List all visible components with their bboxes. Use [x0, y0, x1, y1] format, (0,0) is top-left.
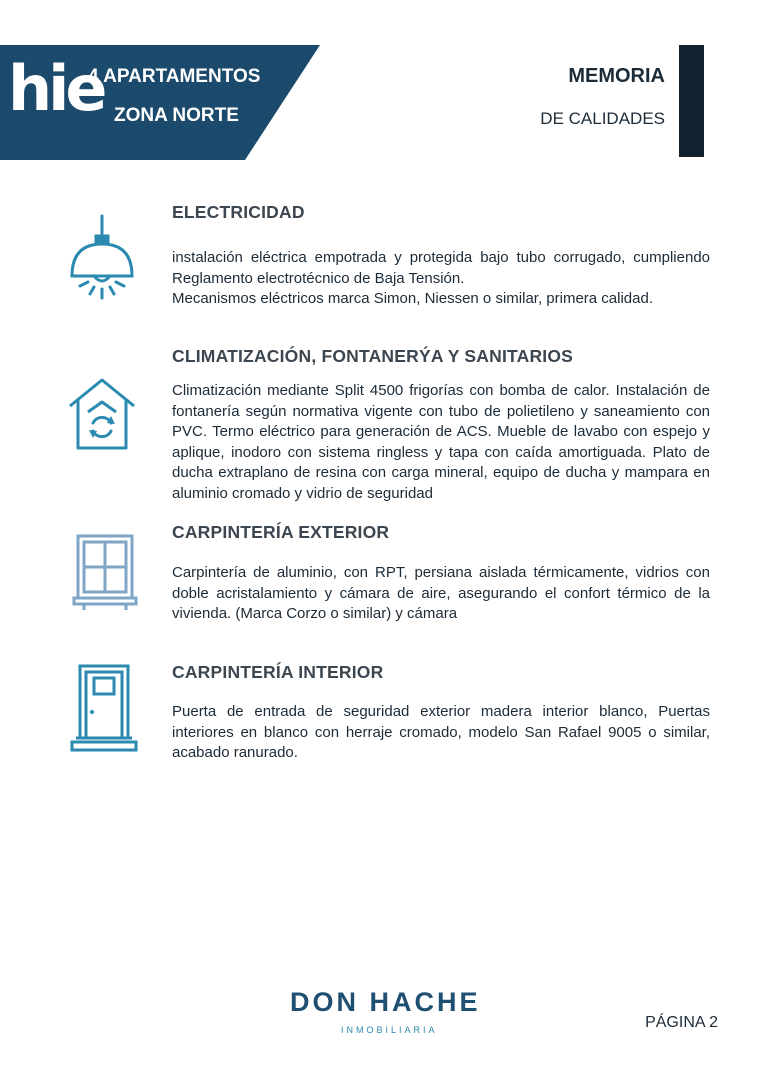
brand-logo-text: DON HACHE: [290, 987, 481, 1017]
house-climate-icon: [64, 372, 140, 468]
paragraph: Climatización mediante Split 4500 frigorías con bomba de calor. Instalación de fontanería según normativa vigente con tubo de polietileno y saneamiento con PVC. Termo eléctrico para generación de ACS. Mueble de lavabo con espejo y aplique, inodoro con sistema ringless y tapa con caída amortiguada. Plato de ducha extraplano de resina con carga mineral, equipo de ducha y mampara en aluminio cromado y vidrio de seguridad: [172, 382, 710, 502]
section-title-carpinteria-exterior: CARPINTERÍA EXTERIOR: [172, 522, 390, 542]
section-body-electricidad: [172, 248, 710, 310]
section-body-climatizacion: [172, 381, 710, 505]
section-body-carpinteria-interior: [172, 702, 710, 764]
document-title: MEMORIA: [568, 65, 665, 87]
document-subtitle: DE CALIDADES: [540, 109, 665, 128]
window-icon: [64, 530, 140, 626]
project-name-line1: 4 APARTAMENTOS: [88, 66, 261, 87]
project-name-line2: ZONA NORTE: [114, 105, 239, 126]
door-icon: [64, 660, 140, 756]
section-title-carpinteria-interior: CARPINTERÍA INTERIOR: [172, 662, 384, 682]
section-body-carpinteria-exterior: [172, 563, 710, 625]
section-title-climatizacion: CLIMATIZACIÓN, FONTANERÝA Y SANITARIOS: [172, 346, 574, 366]
brand-subtitle: INMOBILIARIA: [341, 1025, 438, 1035]
section-title-electricidad: ELECTRICIDAD: [172, 202, 305, 222]
page-number: PÁGINA 2: [645, 1014, 718, 1031]
project-logo: hie: [8, 52, 104, 125]
ceiling-lamp-icon: [64, 212, 140, 308]
paragraph: Carpintería de aluminio, con RPT, persiana aislada térmicamente, vidrios con doble acristalamiento y cámara de aire, asegurando el confort térmico de la vivienda. (Marca Corzo o similar) y cámara: [172, 564, 710, 623]
paragraph: Puerta de entrada de seguridad exterior madera interior blanco, Puertas interiores en blanco con herraje cromado, modelo San Rafael 9005 o similar, acabado ranurado.: [172, 703, 710, 762]
paragraph: Mecanismos eléctricos marca Simon, Niessen o similar, primera calidad.: [172, 290, 653, 308]
title-accent-bar: [679, 45, 704, 157]
paragraph: instalación eléctrica empotrada y protegida bajo tubo corrugado, cumpliendo Reglamento electrotécnico de Baja Tensión.: [172, 249, 710, 287]
